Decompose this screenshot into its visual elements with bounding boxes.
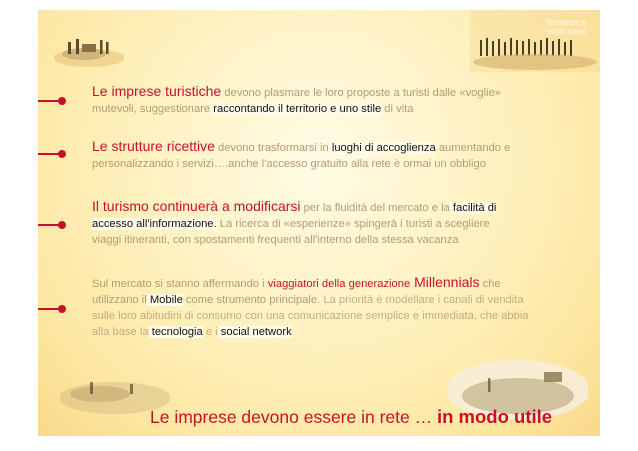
p4-text-8: La priorità è modellare i canali di vendita [320,294,524,306]
p2-heading: Le strutture ricettive [92,138,215,154]
p2-text-2: luoghi di accoglienza [328,142,436,154]
bullet-line-4 [38,308,60,310]
bullet-dot-3 [58,221,66,229]
p1-text-1: devono plasmare le loro propo [221,87,376,99]
footer-text: Le imprese devono essere in rete … [150,407,437,427]
bullet-line-1 [38,100,60,102]
p4-text-4: che [479,278,501,290]
bullet-dot-2 [58,150,66,158]
paragraph-imprese-turistiche [92,83,590,117]
p4-text-11: tecnologia [148,326,203,338]
bullet-dot-4 [58,305,66,313]
p1-text-4: raccontando il territorio e uno stile [210,103,382,115]
p3-text-2: facilità di [449,202,497,214]
bullet-line-3 [38,224,60,226]
footer-tagline [150,406,552,428]
p1-text-3: mutevoli, suggestionare [92,103,211,115]
p4-text-9: sulle loro abitudini di consumo con una comunicazione semplice e immediata, che abbia [92,310,529,322]
p2-text-1: devono trasformarsi in [214,142,329,154]
corner-label-line2: nuovi trend [546,27,586,36]
p2-text-4: personalizzando i servizi….anche l'accesso gratuito alla rete è ormai un obbligo [92,158,486,170]
p4-text-2: viaggiatori della generazione [264,278,411,290]
p4-text-10: alla base la [92,326,149,338]
bullet-dot-1 [58,97,66,105]
p4-text-7: come strumento principale. [182,294,321,306]
p2-text-3: aumentando e [435,142,511,154]
p4-text-12: e i [202,326,218,338]
p4-text-13: social network [217,326,292,338]
p4-text-6: Mobile [146,294,183,306]
slide [38,10,600,436]
p1-heading: Le imprese turistiche [92,83,222,99]
p4-text-5: utilizzano il [92,294,147,306]
paragraph-strutture-ricettive [92,138,590,172]
p1-text-2: ste a turisti dalle «voglie» [375,87,502,99]
p3-text-4: La ricerca di «esperienze» spingerà i turisti a scegliere [216,218,490,230]
p4-text-3: Millennials [410,274,480,290]
footer-emphasis: in modo utile [436,406,553,427]
p3-text-5: viaggi itineranti, con spostamenti frequenti all'interno della stessa vacanza [92,234,459,246]
paragraph-turismo [92,198,590,248]
corner-label [545,18,586,36]
p3-text-3: accesso all'informazione. [92,218,217,230]
corner-label-line1: Tendenze e [544,18,586,27]
p3-text-1: per la fluidità del mercato e la [300,202,450,214]
p4-text-1: Sul mercato si stanno affermando i [92,278,265,290]
p3-heading: Il turismo continuerà a modificarsi [92,198,301,214]
bullet-line-2 [38,153,60,155]
paragraph-millennials [92,274,590,340]
p1-text-5: di vita [381,103,414,115]
landscape-top-left-image [54,28,124,68]
